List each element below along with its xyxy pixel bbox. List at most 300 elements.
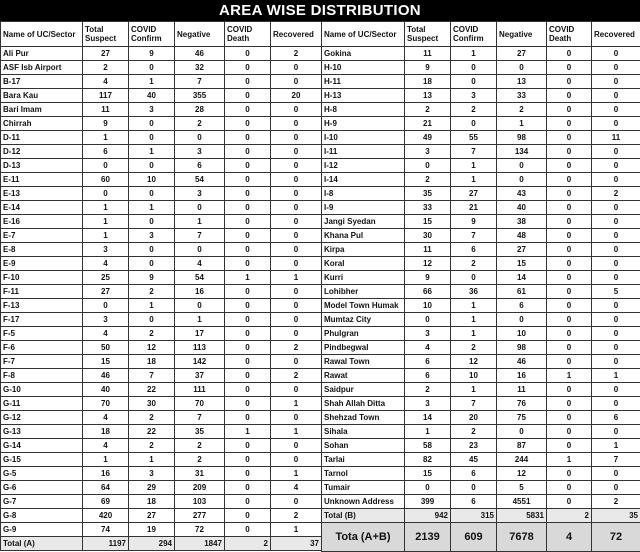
cell-recovered: 0: [271, 131, 322, 145]
cell-recovered: 0: [592, 61, 640, 75]
table-row: [1, 187, 322, 201]
cell-covid-confirm: 2: [129, 411, 175, 425]
cell-uc-sector: G-12: [1, 411, 83, 425]
table-row: [322, 243, 640, 257]
cell-uc-sector: E-9: [1, 257, 83, 271]
cell-total-suspect: 40: [83, 383, 129, 397]
total-covid-confirm: 315: [451, 509, 497, 523]
cell-recovered: 0: [592, 159, 640, 173]
total-negative: 1847: [175, 537, 225, 551]
cell-covid-confirm: 2: [129, 439, 175, 453]
table-row: [1, 145, 322, 159]
cell-uc-sector: G-11: [1, 397, 83, 411]
cell-recovered: 7: [592, 453, 640, 467]
table-row: [322, 131, 640, 145]
cell-total-suspect: 10: [405, 299, 451, 313]
cell-negative: 31: [175, 467, 225, 481]
left-distribution-table: [0, 21, 322, 551]
cell-negative: 10: [497, 327, 547, 341]
cell-covid-death: 0: [225, 103, 271, 117]
cell-recovered: 0: [592, 425, 640, 439]
cell-uc-sector: G-13: [1, 425, 83, 439]
cell-covid-death: 0: [225, 299, 271, 313]
cell-recovered: 0: [271, 117, 322, 131]
table-row: [322, 299, 640, 313]
cell-covid-death: 0: [225, 131, 271, 145]
cell-uc-sector: E-14: [1, 201, 83, 215]
cell-covid-confirm: 2: [451, 425, 497, 439]
cell-total-suspect: 117: [83, 89, 129, 103]
cell-recovered: 0: [592, 243, 640, 257]
cell-covid-confirm: 2: [129, 327, 175, 341]
cell-negative: 98: [497, 341, 547, 355]
cell-covid-death: 0: [547, 257, 592, 271]
cell-covid-death: 0: [547, 215, 592, 229]
cell-covid-death: 0: [225, 327, 271, 341]
cell-covid-confirm: 0: [451, 75, 497, 89]
cell-covid-confirm: 12: [129, 341, 175, 355]
table-row: [322, 159, 640, 173]
cell-covid-confirm: 0: [129, 313, 175, 327]
cell-uc-sector: B-17: [1, 75, 83, 89]
header-covid-death: COVID Death: [225, 22, 271, 47]
cell-covid-confirm: 1: [129, 75, 175, 89]
cell-uc-sector: G-8: [1, 509, 83, 523]
cell-recovered: 0: [271, 327, 322, 341]
cell-uc-sector: Gokina: [322, 47, 405, 61]
table-row: [1, 481, 322, 495]
cell-uc-sector: Sohan: [322, 439, 405, 453]
total-row: [1, 537, 322, 551]
cell-recovered: 0: [271, 201, 322, 215]
cell-covid-confirm: 0: [129, 243, 175, 257]
cell-total-suspect: 16: [83, 467, 129, 481]
cell-total-suspect: 11: [405, 243, 451, 257]
cell-uc-sector: G-6: [1, 481, 83, 495]
header-negative: Negative: [497, 22, 547, 47]
cell-covid-death: 0: [547, 411, 592, 425]
cell-negative: 28: [175, 103, 225, 117]
cell-covid-confirm: 1: [451, 159, 497, 173]
cell-uc-sector: Jangi Syedan: [322, 215, 405, 229]
cell-covid-death: 0: [225, 173, 271, 187]
table-row: [1, 495, 322, 509]
cell-covid-confirm: 7: [451, 397, 497, 411]
cell-covid-death: 0: [225, 313, 271, 327]
cell-covid-confirm: 22: [129, 383, 175, 397]
cell-uc-sector: Model Town Humak: [322, 299, 405, 313]
cell-recovered: 0: [271, 103, 322, 117]
cell-covid-death: 0: [225, 397, 271, 411]
table-row: [322, 173, 640, 187]
cell-negative: 61: [497, 285, 547, 299]
header-uc-sector: Name of UC/Sector: [322, 22, 405, 47]
cell-covid-death: 0: [225, 285, 271, 299]
cell-covid-confirm: 0: [129, 61, 175, 75]
cell-negative: 43: [497, 187, 547, 201]
cell-total-suspect: 4: [83, 411, 129, 425]
cell-negative: 103: [175, 495, 225, 509]
cell-covid-confirm: 2: [451, 257, 497, 271]
table-row: [322, 201, 640, 215]
cell-total-suspect: 2: [405, 103, 451, 117]
cell-negative: 277: [175, 509, 225, 523]
cell-recovered: 0: [271, 313, 322, 327]
cell-negative: 46: [497, 355, 547, 369]
table-row: [1, 313, 322, 327]
cell-negative: 134: [497, 145, 547, 159]
cell-covid-death: 0: [225, 201, 271, 215]
cell-recovered: 0: [271, 355, 322, 369]
cell-covid-death: 0: [547, 327, 592, 341]
table-row: [1, 61, 322, 75]
table-row: [1, 341, 322, 355]
cell-total-suspect: 3: [405, 397, 451, 411]
cell-uc-sector: I-14: [322, 173, 405, 187]
cell-total-suspect: 15: [405, 215, 451, 229]
cell-covid-death: 0: [547, 341, 592, 355]
cell-covid-confirm: 6: [451, 243, 497, 257]
cell-covid-confirm: 1: [451, 313, 497, 327]
cell-covid-confirm: 1: [451, 327, 497, 341]
cell-covid-death: 0: [225, 481, 271, 495]
cell-recovered: 0: [271, 61, 322, 75]
cell-total-suspect: 70: [83, 397, 129, 411]
cell-covid-death: 0: [547, 75, 592, 89]
table-row: [1, 159, 322, 173]
table-row: [322, 47, 640, 61]
cell-recovered: 0: [271, 173, 322, 187]
cell-covid-death: 0: [547, 355, 592, 369]
cell-covid-death: 0: [547, 229, 592, 243]
cell-covid-death: 0: [547, 495, 592, 509]
cell-uc-sector: Lohibher: [322, 285, 405, 299]
table-row: [1, 439, 322, 453]
cell-recovered: 1: [271, 271, 322, 285]
table-row: [1, 103, 322, 117]
total-negative: 5831: [497, 509, 547, 523]
cell-negative: 33: [497, 89, 547, 103]
cell-total-suspect: 74: [83, 523, 129, 537]
cell-total-suspect: 1: [83, 453, 129, 467]
table-row: [1, 201, 322, 215]
table-row: [322, 61, 640, 75]
cell-total-suspect: 60: [83, 173, 129, 187]
cell-covid-death: 0: [547, 439, 592, 453]
table-row: [322, 75, 640, 89]
cell-recovered: 2: [271, 47, 322, 61]
cell-covid-confirm: 18: [129, 495, 175, 509]
cell-covid-death: 0: [547, 89, 592, 103]
cell-negative: 15: [497, 257, 547, 271]
cell-recovered: 0: [271, 439, 322, 453]
cell-uc-sector: I-10: [322, 131, 405, 145]
cell-recovered: 1: [271, 467, 322, 481]
cell-recovered: 0: [592, 299, 640, 313]
cell-covid-confirm: 2: [451, 103, 497, 117]
cell-covid-death: 0: [547, 117, 592, 131]
cell-covid-death: 0: [225, 509, 271, 523]
cell-negative: 0: [497, 425, 547, 439]
cell-covid-confirm: 0: [129, 117, 175, 131]
cell-uc-sector: F-7: [1, 355, 83, 369]
cell-covid-death: 0: [225, 187, 271, 201]
cell-covid-death: 0: [547, 159, 592, 173]
cell-covid-confirm: 1: [129, 453, 175, 467]
cell-covid-confirm: 7: [451, 145, 497, 159]
cell-negative: 37: [175, 369, 225, 383]
cell-total-suspect: 66: [405, 285, 451, 299]
header-covid-confirm: COVID Confirm: [451, 22, 497, 47]
cell-covid-death: 0: [225, 369, 271, 383]
table-row: [1, 229, 322, 243]
cell-negative: 2: [175, 453, 225, 467]
cell-uc-sector: I-9: [322, 201, 405, 215]
cell-covid-death: 0: [225, 215, 271, 229]
cell-negative: 1: [497, 117, 547, 131]
cell-uc-sector: I-12: [322, 159, 405, 173]
cell-recovered: 0: [592, 145, 640, 159]
table-row: [1, 397, 322, 411]
cell-uc-sector: G-10: [1, 383, 83, 397]
table-row: [322, 187, 640, 201]
cell-covid-confirm: 9: [451, 215, 497, 229]
cell-covid-confirm: 3: [451, 89, 497, 103]
table-row: [1, 369, 322, 383]
cell-total-suspect: 13: [405, 89, 451, 103]
cell-negative: 0: [497, 159, 547, 173]
table-row: [322, 229, 640, 243]
cell-covid-confirm: 1: [451, 383, 497, 397]
cell-negative: 0: [497, 61, 547, 75]
cell-covid-confirm: 1: [129, 299, 175, 313]
table-row: [322, 495, 640, 509]
cell-total-suspect: 2: [405, 383, 451, 397]
cell-covid-death: 0: [547, 243, 592, 257]
cell-covid-confirm: 18: [129, 355, 175, 369]
cell-uc-sector: Rawat: [322, 369, 405, 383]
cell-covid-confirm: 3: [129, 229, 175, 243]
cell-total-suspect: 69: [83, 495, 129, 509]
cell-negative: 46: [175, 47, 225, 61]
cell-uc-sector: F-6: [1, 341, 83, 355]
cell-recovered: 0: [592, 89, 640, 103]
cell-covid-confirm: 55: [451, 131, 497, 145]
cell-covid-death: 0: [547, 299, 592, 313]
cell-covid-death: 0: [547, 383, 592, 397]
cell-covid-confirm: 22: [129, 425, 175, 439]
cell-uc-sector: E-16: [1, 215, 83, 229]
total-covid-confirm: 294: [129, 537, 175, 551]
cell-uc-sector: Shah Allah Ditta: [322, 397, 405, 411]
cell-covid-death: 0: [225, 243, 271, 257]
cell-uc-sector: G-14: [1, 439, 83, 453]
cell-covid-death: 0: [225, 159, 271, 173]
cell-recovered: 2: [592, 495, 640, 509]
cell-uc-sector: E-7: [1, 229, 83, 243]
cell-total-suspect: 50: [83, 341, 129, 355]
cell-recovered: 1: [271, 425, 322, 439]
cell-recovered: 0: [592, 271, 640, 285]
cell-uc-sector: Tarnol: [322, 467, 405, 481]
cell-recovered: 0: [271, 285, 322, 299]
table-row: [322, 453, 640, 467]
cell-negative: 7: [175, 229, 225, 243]
cell-recovered: 0: [271, 299, 322, 313]
cell-negative: 0: [497, 173, 547, 187]
cell-negative: 17: [175, 327, 225, 341]
cell-recovered: 2: [592, 187, 640, 201]
cell-uc-sector: D-13: [1, 159, 83, 173]
cell-negative: 40: [497, 201, 547, 215]
cell-recovered: 0: [592, 397, 640, 411]
cell-total-suspect: 4: [83, 327, 129, 341]
cell-covid-confirm: 9: [129, 47, 175, 61]
cell-uc-sector: I-11: [322, 145, 405, 159]
cell-negative: 0: [497, 313, 547, 327]
cell-recovered: 2: [271, 509, 322, 523]
cell-uc-sector: E-8: [1, 243, 83, 257]
cell-total-suspect: 18: [405, 75, 451, 89]
cell-recovered: 0: [592, 229, 640, 243]
cell-total-suspect: 35: [405, 187, 451, 201]
grand-total-negative: 7678: [497, 523, 547, 552]
cell-covid-confirm: 36: [451, 285, 497, 299]
table-row: [1, 285, 322, 299]
cell-total-suspect: 14: [405, 411, 451, 425]
cell-negative: 244: [497, 453, 547, 467]
cell-total-suspect: 399: [405, 495, 451, 509]
header-recovered: Recovered: [271, 22, 322, 47]
cell-covid-confirm: 1: [451, 47, 497, 61]
cell-recovered: 2: [271, 369, 322, 383]
cell-covid-death: 0: [547, 271, 592, 285]
table-row: [322, 341, 640, 355]
table-row: [1, 257, 322, 271]
cell-covid-confirm: 7: [451, 229, 497, 243]
cell-covid-confirm: 0: [451, 271, 497, 285]
cell-uc-sector: F-13: [1, 299, 83, 313]
cell-negative: 0: [175, 201, 225, 215]
cell-uc-sector: I-8: [322, 187, 405, 201]
cell-covid-confirm: 6: [451, 467, 497, 481]
cell-uc-sector: ASF Isb Airport: [1, 61, 83, 75]
table-row: [322, 313, 640, 327]
cell-covid-death: 0: [547, 145, 592, 159]
total-covid-death: 2: [547, 509, 592, 523]
cell-uc-sector: G-7: [1, 495, 83, 509]
cell-negative: 3: [175, 145, 225, 159]
cell-negative: 0: [175, 299, 225, 313]
cell-covid-confirm: 19: [129, 523, 175, 537]
cell-recovered: 0: [271, 257, 322, 271]
grand-total-uc-sector: Tota (A+B): [322, 523, 405, 552]
cell-covid-death: 0: [225, 89, 271, 103]
total-covid-death: 2: [225, 537, 271, 551]
table-row: [1, 355, 322, 369]
cell-covid-death: 0: [225, 467, 271, 481]
cell-total-suspect: 3: [405, 327, 451, 341]
cell-covid-confirm: 0: [451, 481, 497, 495]
cell-recovered: 0: [592, 103, 640, 117]
table-row: [1, 215, 322, 229]
cell-covid-death: 0: [225, 495, 271, 509]
right-distribution-table: [321, 21, 640, 552]
table-row: [322, 327, 640, 341]
table-row: [1, 47, 322, 61]
grand-total-covid-confirm: 609: [451, 523, 497, 552]
cell-total-suspect: 25: [83, 271, 129, 285]
cell-covid-death: 0: [547, 201, 592, 215]
table-row: [322, 103, 640, 117]
cell-uc-sector: Phulgran: [322, 327, 405, 341]
cell-uc-sector: Bari Imam: [1, 103, 83, 117]
table-row: [1, 523, 322, 537]
right-table-body: [322, 47, 640, 552]
cell-uc-sector: D-11: [1, 131, 83, 145]
cell-total-suspect: 0: [405, 159, 451, 173]
total-total-suspect: 1197: [83, 537, 129, 551]
cell-negative: 35: [175, 425, 225, 439]
table-row: [1, 89, 322, 103]
cell-total-suspect: 6: [405, 369, 451, 383]
cell-covid-confirm: 7: [129, 369, 175, 383]
cell-uc-sector: H-13: [322, 89, 405, 103]
cell-negative: 0: [175, 243, 225, 257]
cell-covid-confirm: 3: [129, 467, 175, 481]
cell-covid-death: 0: [225, 453, 271, 467]
cell-recovered: 0: [592, 383, 640, 397]
table-row: [322, 425, 640, 439]
cell-covid-death: 0: [547, 397, 592, 411]
cell-recovered: 0: [271, 243, 322, 257]
cell-covid-death: 1: [225, 425, 271, 439]
cell-total-suspect: 30: [405, 229, 451, 243]
cell-covid-death: 0: [225, 229, 271, 243]
cell-covid-death: 1: [547, 369, 592, 383]
cell-covid-confirm: 12: [451, 355, 497, 369]
cell-covid-death: 0: [225, 355, 271, 369]
table-row: [322, 383, 640, 397]
cell-negative: 7: [175, 411, 225, 425]
table-row: [1, 117, 322, 131]
cell-uc-sector: Khana Pul: [322, 229, 405, 243]
cell-negative: 75: [497, 411, 547, 425]
header-row: [322, 22, 640, 47]
cell-covid-death: 1: [547, 453, 592, 467]
cell-uc-sector: Saidpur: [322, 383, 405, 397]
cell-uc-sector: Rawal Town: [322, 355, 405, 369]
cell-covid-death: 0: [225, 341, 271, 355]
cell-covid-confirm: 9: [129, 271, 175, 285]
cell-covid-death: 0: [547, 481, 592, 495]
cell-total-suspect: 27: [83, 47, 129, 61]
cell-negative: 355: [175, 89, 225, 103]
table-row: [322, 467, 640, 481]
total-recovered: 35: [592, 509, 640, 523]
cell-covid-death: 0: [547, 313, 592, 327]
cell-covid-death: 0: [225, 145, 271, 159]
table-row: [322, 117, 640, 131]
cell-negative: 111: [175, 383, 225, 397]
table-row: [322, 271, 640, 285]
cell-covid-confirm: 21: [451, 201, 497, 215]
left-table-body: [1, 47, 322, 551]
cell-total-suspect: 3: [405, 145, 451, 159]
cell-total-suspect: 0: [83, 187, 129, 201]
cell-recovered: 6: [592, 411, 640, 425]
cell-total-suspect: 82: [405, 453, 451, 467]
